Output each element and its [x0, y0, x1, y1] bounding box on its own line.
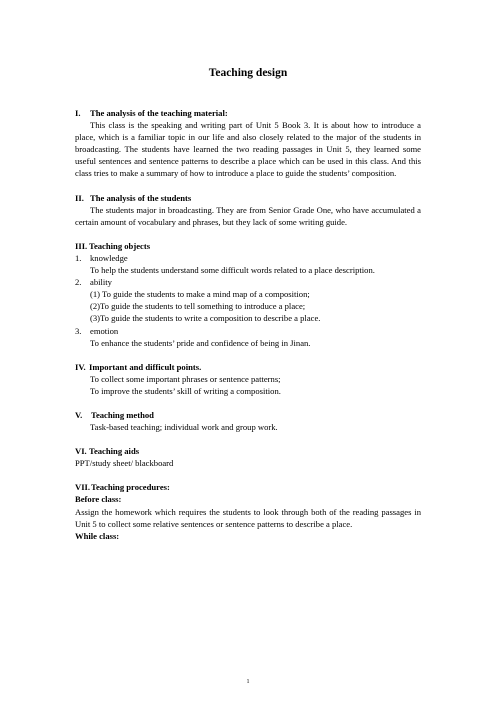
- list-label: knowledge: [90, 252, 128, 263]
- aids-text: PPT/study sheet/ blackboard: [75, 458, 174, 469]
- list-number: 1.: [75, 252, 82, 263]
- ability-line: (2)To guide the students to tell something to introduce a place;: [90, 301, 306, 312]
- section-heading-aids: [75, 445, 421, 457]
- section-title: Teaching method: [91, 409, 154, 420]
- before-class-text: Assign the homework which requires the students to look through both of the reading passages in Unit 5 to collect some relative sentences or sentence patterns to describe a place.: [75, 506, 421, 529]
- section-title: Teaching procedures:: [91, 482, 170, 493]
- section-number: VII.: [75, 482, 91, 493]
- section-title: Important and difficult points.: [89, 361, 202, 372]
- section-number: III.: [75, 240, 88, 251]
- list-item-emotion: [75, 325, 421, 337]
- list-item-ability: [75, 276, 421, 288]
- points-line: To collect some important phrases or sentence patterns;: [90, 373, 281, 384]
- section-number: II.: [75, 192, 84, 203]
- section-number: V.: [75, 409, 83, 420]
- ability-line: (3)To guide the students to write a composition to describe a place.: [90, 313, 321, 324]
- while-class-label: While class:: [75, 530, 120, 541]
- section-paragraph-material: This class is the speaking and writing part of Unit 5 Book 3. It is about how to introduce a place, which is a familiar topic in our life and also closely related to the major of the students in broadcasting. The students have learned the two reading passages in Unit 5, they learned some useful sentences and sentence patterns to describe a place which can be used in this class. And this class tries to make a summary of how to introduce a place to guide the students’ composition.: [75, 120, 421, 179]
- section-number: VI.: [75, 446, 87, 457]
- section-paragraph-students: The students major in broadcasting. They are from Senior Grade One, who have accumulated a certain amount of vocabulary and phrases, but they lack of some writing guide.: [75, 204, 421, 227]
- section-heading-procedures: [75, 481, 421, 493]
- section-heading-points: [75, 361, 421, 373]
- list-item-knowledge: [75, 252, 421, 264]
- list-label: ability: [90, 277, 112, 288]
- list-number: 3.: [75, 325, 82, 336]
- section-title: Teaching aids: [89, 446, 140, 457]
- section-heading-objects: [75, 240, 421, 252]
- knowledge-text: To help the students understand some difficult words related to a place description.: [90, 265, 375, 276]
- document-title: Teaching design: [208, 67, 288, 79]
- page-number: 1: [246, 679, 250, 685]
- list-number: 2.: [75, 277, 82, 288]
- emotion-text: To enhance the students’ pride and confidence of being in Jinan.: [90, 337, 311, 348]
- document-body: [75, 107, 421, 542]
- method-text: Task-based teaching; individual work and group work.: [90, 422, 278, 433]
- section-heading-students: [75, 192, 421, 204]
- section-title: Teaching objects: [89, 240, 151, 251]
- section-number: I.: [75, 108, 81, 118]
- section-heading-material: [75, 107, 421, 119]
- section-number: IV.: [75, 361, 86, 372]
- section-heading-method: [75, 409, 421, 421]
- section-title: The analysis of the students: [90, 192, 192, 203]
- ability-line: (1) To guide the students to make a mind map of a composition;: [90, 289, 310, 300]
- section-title: The analysis of the teaching material:: [90, 108, 228, 118]
- points-line: To improve the students’ skill of writing a composition.: [90, 385, 281, 396]
- list-label: emotion: [90, 325, 119, 336]
- before-class-label: Before class:: [75, 494, 122, 505]
